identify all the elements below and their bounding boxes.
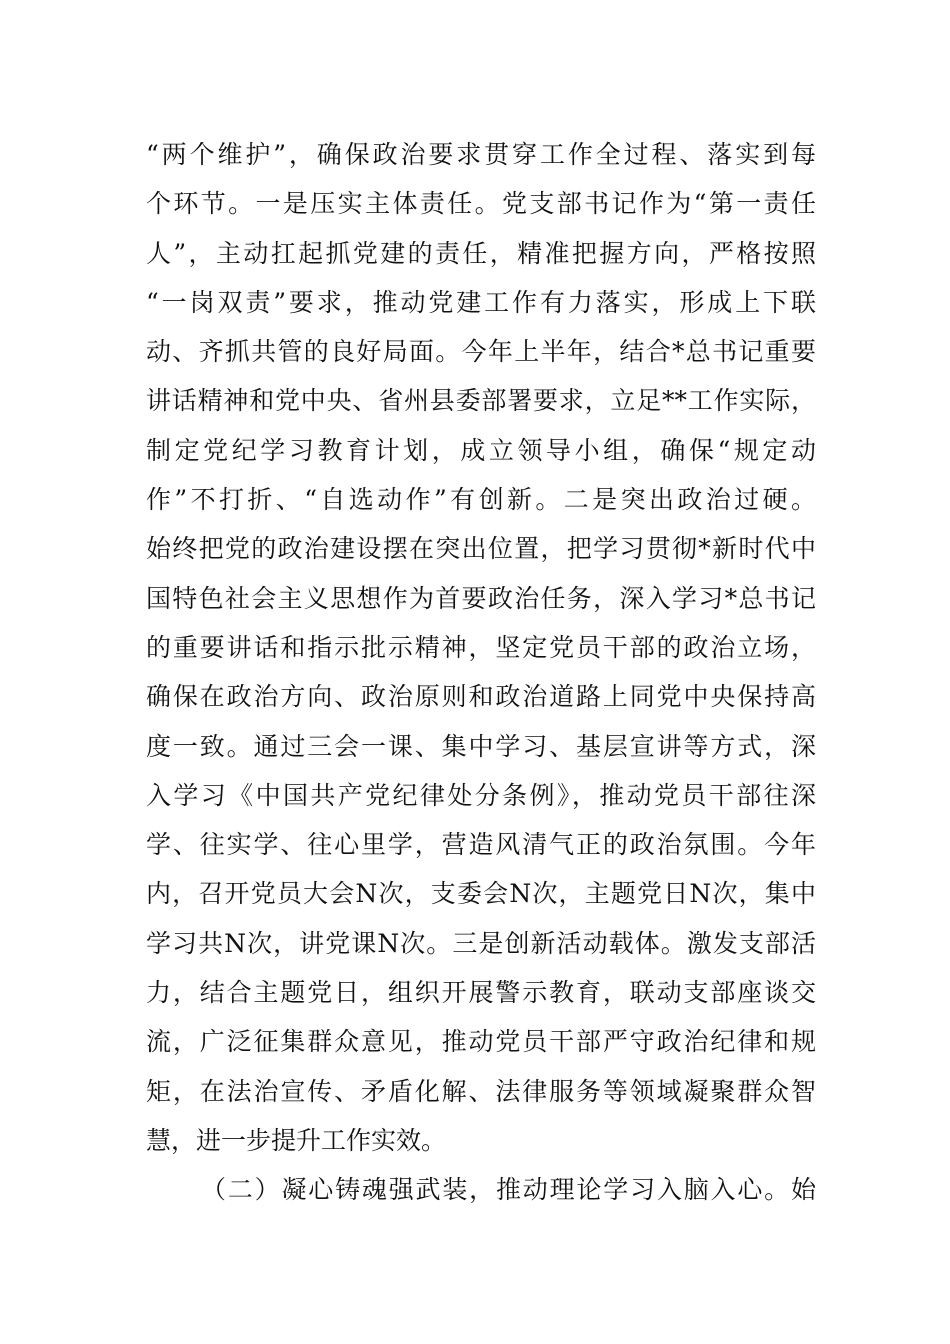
text-line: 学习共N次，讲党课N次。三是创新活动载体。激发支部活 [146,928,816,958]
text-line: “两个维护”，确保政治要求贯穿工作全过程、落实到每 [146,140,816,169]
text-line: 慧，进一步提升工作实效。 [146,1125,447,1155]
text-line: 确保在政治方向、政治原则和政治道路上同党中央保持高 [146,682,816,712]
text-line: 度一致。通过三会一课、集中学习、基层宣讲等方式，深 [146,731,816,761]
text-line: 学、往实学、往心里学，营造风清气正的政治氛围。今年 [146,830,816,860]
text-line: 始终把党的政治建设摆在突出位置，把学习贯彻*新时代中 [146,534,816,564]
section-heading-line: （二）凝心铸魂强武装，推动理论学习入脑入心。始 [201,1175,816,1205]
text-line: 制定党纪学习教育计划，成立领导小组，确保“规定动 [146,435,816,465]
text-line: 作”不打折、“自选动作”有创新。二是突出政治过硬。 [146,485,816,515]
text-line: 入学习《中国共产党纪律处分条例》，推动党员干部往深 [146,780,816,810]
text-line: 国特色社会主义思想作为首要政治任务，深入学习*总书记 [146,583,816,613]
text-line: 的重要讲话和指示批示精神，坚定党员干部的政治立场， [146,632,816,662]
text-line: “一岗双责”要求，推动党建工作有力落实，形成上下联 [146,287,816,317]
text-line: 个环节。一是压实主体责任。党支部书记作为“第一责任 [146,189,816,219]
body-text [146,130,816,1215]
text-line: 内，召开党员大会N次，支委会N次，主题党日N次，集中 [146,879,816,909]
text-line: 人”，主动扛起抓党建的责任，精准把握方向，严格按照 [146,238,816,268]
text-line: 矩，在法治宣传、矛盾化解、法律服务等领域凝聚群众智 [146,1076,816,1106]
text-line: 讲话精神和党中央、省州县委部署要求，立足**工作实际， [146,386,816,416]
text-line: 动、齐抓共管的良好局面。今年上半年，结合*总书记重要 [146,337,816,367]
text-line: 流，广泛征集群众意见，推动党员干部严守政治纪律和规 [146,1027,816,1057]
text-line: 力，结合主题党日，组织开展警示教育，联动支部座谈交 [146,978,816,1008]
